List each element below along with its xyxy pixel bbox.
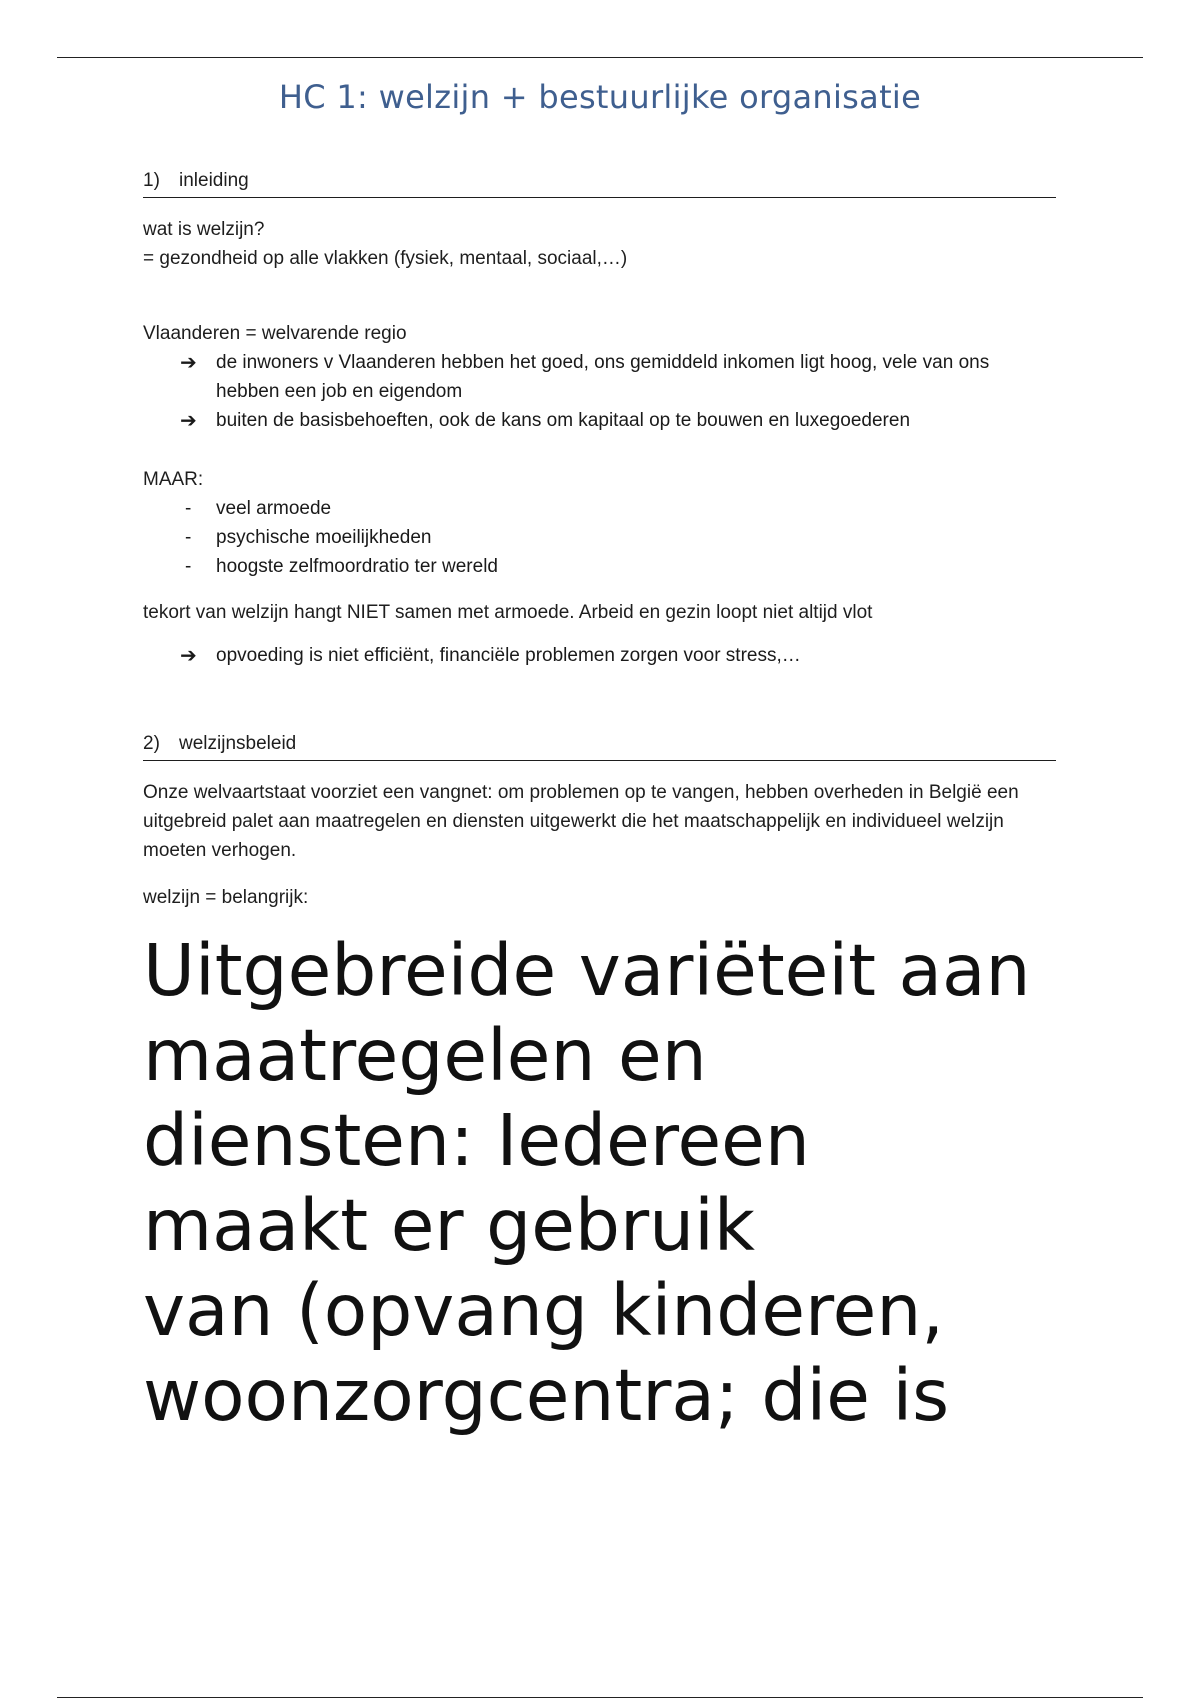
flanders-points-list (143, 348, 1056, 435)
but-points-list (143, 494, 1056, 581)
list-item (143, 494, 1056, 523)
welzijn-definition-block (143, 215, 1056, 273)
large-text-line: maatregelen en (143, 1014, 707, 1097)
list-item (143, 552, 1056, 581)
but-label: MAAR: (143, 469, 204, 490)
flanders-intro (143, 319, 1056, 348)
list-item-text: buiten de basisbehoeften, ook de kans om kapitaal op te bouwen en luxegoederen (216, 410, 911, 431)
right-arrow-icon: ➔ (180, 408, 197, 432)
welfare-policy-paragraph (143, 778, 1056, 865)
list-item (143, 641, 1056, 670)
large-text-line: maakt er gebruik (143, 1184, 755, 1267)
section-heading-text: inleiding (179, 170, 249, 191)
dash-bullet-icon: - (185, 556, 192, 577)
section-heading-text: welzijnsbeleid (179, 733, 297, 754)
list-item-text: veel armoede (216, 498, 332, 519)
policy-paragraph-text: Onze welvaartstaat voorziet een vangnet: om problemen op te vangen, hebben overheden in België een uitgebreid palet aan maatregelen en diensten uitgewerkt die het maatschappelijk en individueel welzijn moeten verhogen. (143, 782, 1019, 861)
section-number: 1) (143, 170, 160, 191)
right-arrow-icon: ➔ (180, 643, 197, 667)
section-number: 2) (143, 733, 160, 754)
right-arrow-icon: ➔ (180, 350, 197, 374)
question-line: wat is welzijn? (143, 219, 265, 240)
page-bottom-rule (57, 1697, 1143, 1698)
importance-line: welzijn = belangrijk: (143, 887, 309, 908)
list-item-text: psychische moeilijkheden (216, 527, 432, 548)
dash-bullet-icon: - (185, 498, 192, 519)
large-text-line: van (opvang kinderen, (143, 1269, 944, 1352)
large-text-line: woonzorgcentra; die is (143, 1354, 950, 1437)
list-item-text: opvoeding is niet efficiënt, financiële problemen zorgen voor stress,… (216, 645, 801, 666)
large-text-block (143, 928, 1103, 1438)
shortage-block (143, 598, 1056, 627)
large-text-line: Uitgebreide variëteit aan (143, 929, 1031, 1012)
definition-line: = gezondheid op alle vlakken (fysiek, mentaal, sociaal,…) (143, 248, 628, 269)
large-text-line: diensten: Iedereen (143, 1099, 810, 1182)
page-top-rule (57, 57, 1143, 58)
but-label-block (143, 465, 1056, 494)
section-heading-inleiding (143, 167, 1056, 198)
section-heading-welzijnsbeleid (143, 730, 1056, 761)
list-item (143, 523, 1056, 552)
importance-line-block (143, 883, 1056, 912)
shortage-points-list (143, 641, 1056, 670)
shortage-text: tekort van welzijn hangt NIET samen met armoede. Arbeid en gezin loopt niet altijd vlot (143, 602, 873, 623)
dash-bullet-icon: - (185, 527, 192, 548)
flanders-intro-text: Vlaanderen = welvarende regio (143, 323, 407, 344)
list-item-text: hoogste zelfmoordratio ter wereld (216, 556, 498, 577)
document-title: HC 1: welzijn + bestuurlijke organisatie (278, 78, 922, 116)
list-item (143, 406, 1056, 435)
list-item (143, 348, 1056, 406)
list-item-text: de inwoners v Vlaanderen hebben het goed, ons gemiddeld inkomen ligt hoog, vele van ons hebben een job en eigendom (216, 352, 990, 402)
